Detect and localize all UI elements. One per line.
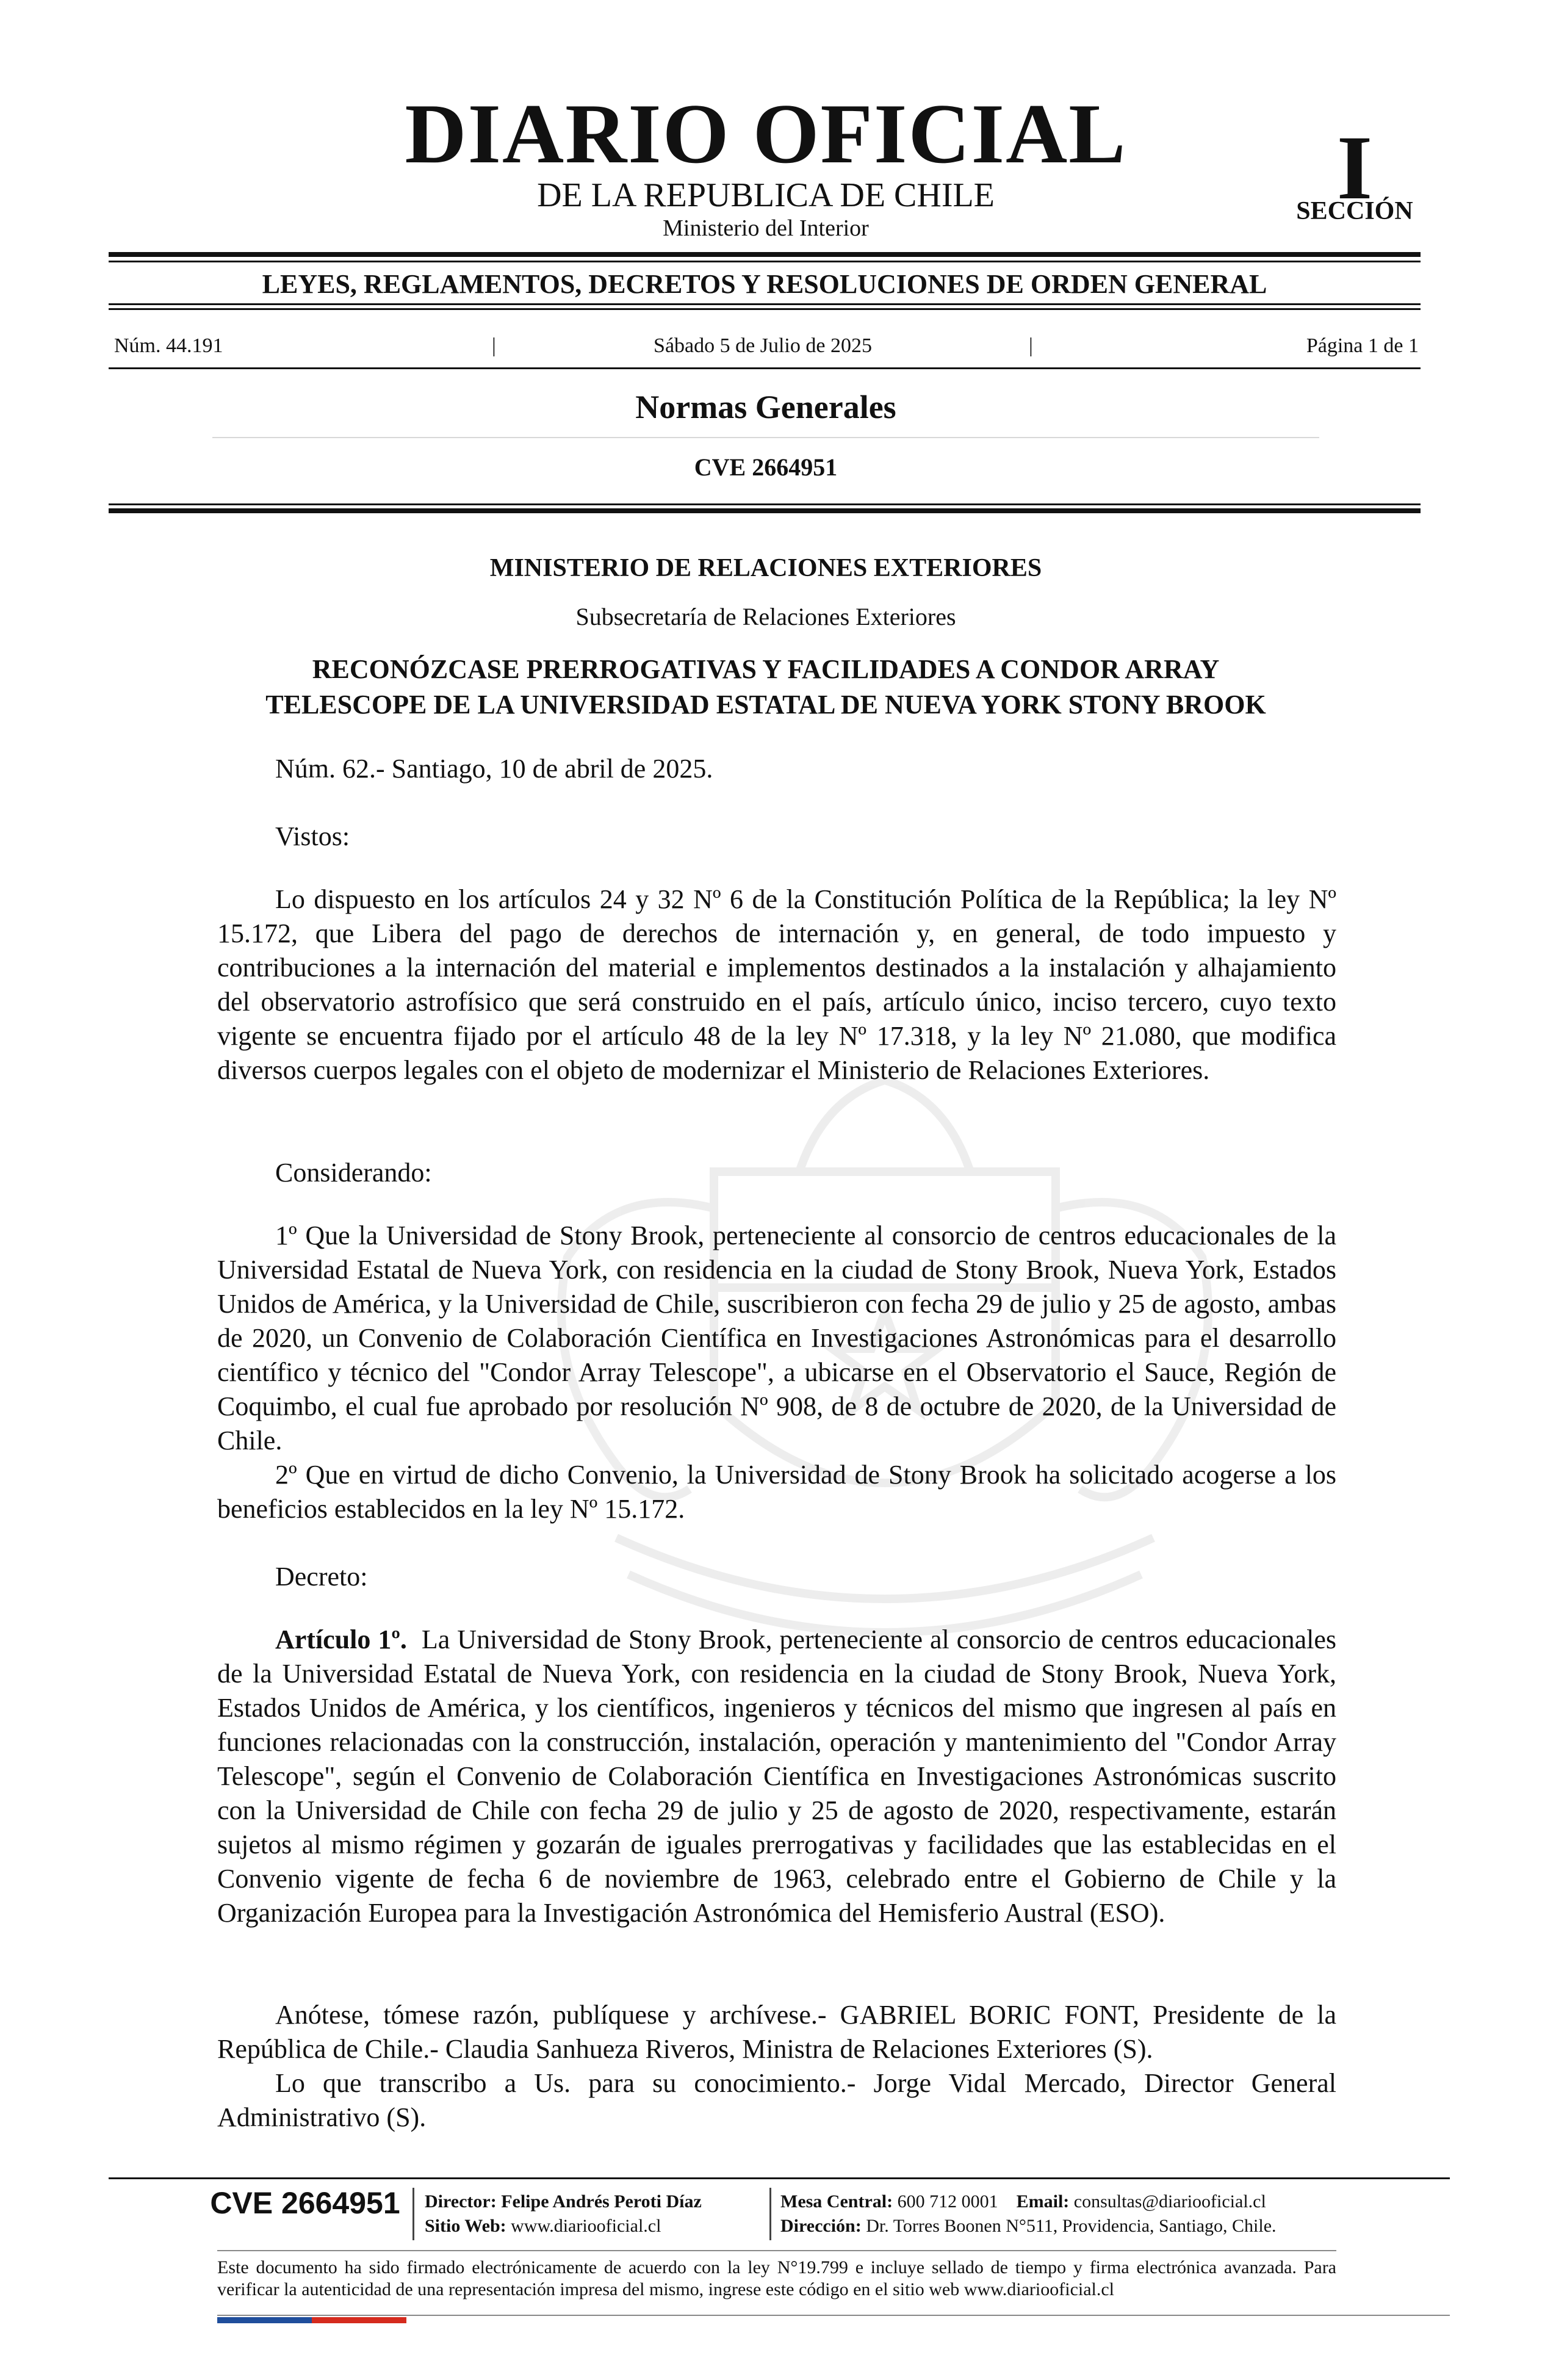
decree-title-line: TELESCOPE DE LA UNIVERSIDAD ESTATAL DE NUEVA YORK STONY BROOK [265,690,1266,719]
issue-date: Sábado 5 de Julio de 2025 [654,334,872,357]
footer-cve: CVE 2664951 [210,2186,400,2220]
articulo-1-paragraph [217,1623,1336,1930]
decree-title-line: RECONÓZCASE PRERROGATIVAS Y FACILIDADES A CONDOR ARRAY [312,654,1220,684]
vistos-label: Vistos: [275,821,350,851]
email-link[interactable]: consultas@diariooficial.cl [1073,2191,1266,2212]
footer-legal-notice: Este documento ha sido firmado electrónicamente de acuerdo con la ley N°19.799 e incluye sellado de tiempo y firma electrónica avanzada. Para verificar la autenticidad de una representación impresa del mismo, ingrese este código en el sitio web www.diariooficial.cl [217,2257,1336,2299]
meta-rule [109,367,1421,369]
footer-website: Sitio Web: www.diariooficial.cl [425,2216,661,2236]
flag-stripe-red [312,2317,406,2323]
section-divider [212,437,1319,438]
masthead-rule-thick [109,252,1421,257]
masthead-rule-thin [109,261,1421,262]
footer-rule-mid [217,2250,1336,2251]
section-number: I [1336,117,1373,218]
closing-paragraph-2: Lo que transcribo a Us. para su conocimiento.- Jorge Vidal Mercado, Director General Administrativo (S). [217,2068,1336,2132]
banner-heading: LEYES, REGLAMENTOS, DECRETOS Y RESOLUCIONES DE ORDEN GENERAL [262,269,1267,299]
closing-paragraph-1: Anótese, tómese razón, publíquese y archívese.- GABRIEL BORIC FONT, Presidente de la República de Chile.- Claudia Sanhueza Riveros, Ministra de Relaciones Exteriores (S). [217,2000,1336,2064]
footer-rule-top [109,2177,1450,2179]
articulo-label: Artículo 1º. [275,1625,407,1654]
footer-contact-block [780,2190,1354,2238]
footer-rule-bottom [217,2315,1450,2316]
decree-subsecretaria: Subsecretaría de Relaciones Exteriores [575,603,956,630]
decree-ministry: MINISTERIO DE RELACIONES EXTERIORES [489,554,1042,582]
vistos-paragraph: Lo dispuesto en los artículos 24 y 32 Nº 6 de la Constitución Política de la República; la ley Nº 15.172, que Libera del pago de derechos de internación y, en general, de todo impuesto y contribuciones a la internación del material e implementos destinados a la instalación y alhajamiento del observatorio astrofísico que será construido en el país, artículo único, inciso tercero, cuyo texto vigente se encuentra fijado por el artículo 48 de la ley Nº 17.318, y la ley Nº 21.080, que modifica diversos cuerpos legales con el objeto de modernizar el Ministerio de Relaciones Exteriores. [217,884,1336,1085]
decree-number: Núm. 62.- Santiago, 10 de abril de 2025. [275,754,713,784]
cve-code: CVE 2664951 [694,453,838,481]
footer-director: Director: Felipe Andrés Peroti Díaz [425,2191,702,2212]
decree-title [183,652,1349,723]
footer-contact: Mesa Central: 600 712 0001 Email: consultas@diariooficial.cl [780,2191,1266,2212]
banner-rule-top [109,303,1421,305]
header-rule-thick [109,508,1421,513]
meta-separator: | [1029,334,1033,357]
header-rule-thin [109,503,1421,505]
footer-address: Dirección: Dr. Torres Boonen N°511, Providencia, Santiago, Chile. [780,2216,1277,2236]
footer-separator [412,2188,414,2240]
considerando-label: Considerando: [275,1158,432,1188]
footer-director-block [425,2190,766,2238]
considerando-paragraph-1: 1º Que la Universidad de Stony Brook, perteneciente al consorcio de centros educacionales de la Universidad Estatal de Nueva York, con residencia en la ciudad de Stony Brook, Nueva York, Estados Unidos de América, y la Universidad de Chile, suscribieron con fecha 29 de julio y 25 de agosto, ambas de 2020, un Convenio de Colaboración Científica en Investigaciones Astronómicas para el desarrollo científico y técnico del "Condor Array Telescope", a ubicarse en el Observatorio el Sauce, Región de Coquimbo, el cual fue aprobado por resolución Nº 908, de 8 de octubre de 2020, de la Universidad de Chile. [217,1221,1336,1455]
meta-separator: | [492,334,496,357]
masthead-title: DIARIO OFICIAL [405,87,1127,181]
articulo-text: La Universidad de Stony Brook, perteneciente al consorcio de centros educacionales de la Universidad Estatal de Nueva York, con residencia en la ciudad de Stony Brook, Nueva York, Estados Unidos de América, y los científicos, ingenieros y técnicos del mismo que ingresen al país en funciones relacionadas con la construcción, instalación, operación y mantenimiento del "Condor Array Telescope", según el Convenio de Colaboración Científica en Investigaciones Astronómicas suscrito con la Universidad de Chile con fecha 29 de julio y 25 de agosto de 2020, respectivamente, estarán sujetos al mismo régimen y gozarán de iguales prerrogativas y facilidades que las establecidas en el Convenio vigente de fecha 6 de noviembre de 1963, celebrado entre el Gobierno de Chile y la Organización Europea para la Investigación Astronómica del Hemisferio Austral (ESO). [217,1625,1337,1928]
issue-number: Núm. 44.191 [114,334,223,357]
page-count: Página 1 de 1 [1306,334,1419,357]
banner-rule-bottom [109,308,1421,310]
considerando-paragraph-2: 2º Que en virtud de dicho Convenio, la Universidad de Stony Brook ha solicitado acogerse a los beneficios establecidos en la ley Nº 15.172. [217,1460,1336,1524]
decreto-label: Decreto: [275,1562,368,1592]
footer-separator [769,2188,771,2240]
flag-stripe-blue [217,2317,312,2323]
masthead-subtitle: DE LA REPUBLICA DE CHILE [537,176,995,214]
website-link[interactable]: www.diariooficial.cl [511,2216,661,2236]
section-title: Normas Generales [635,389,896,425]
section-label: SECCIÓN [1296,197,1413,225]
masthead-ministry: Ministerio del Interior [663,215,869,241]
